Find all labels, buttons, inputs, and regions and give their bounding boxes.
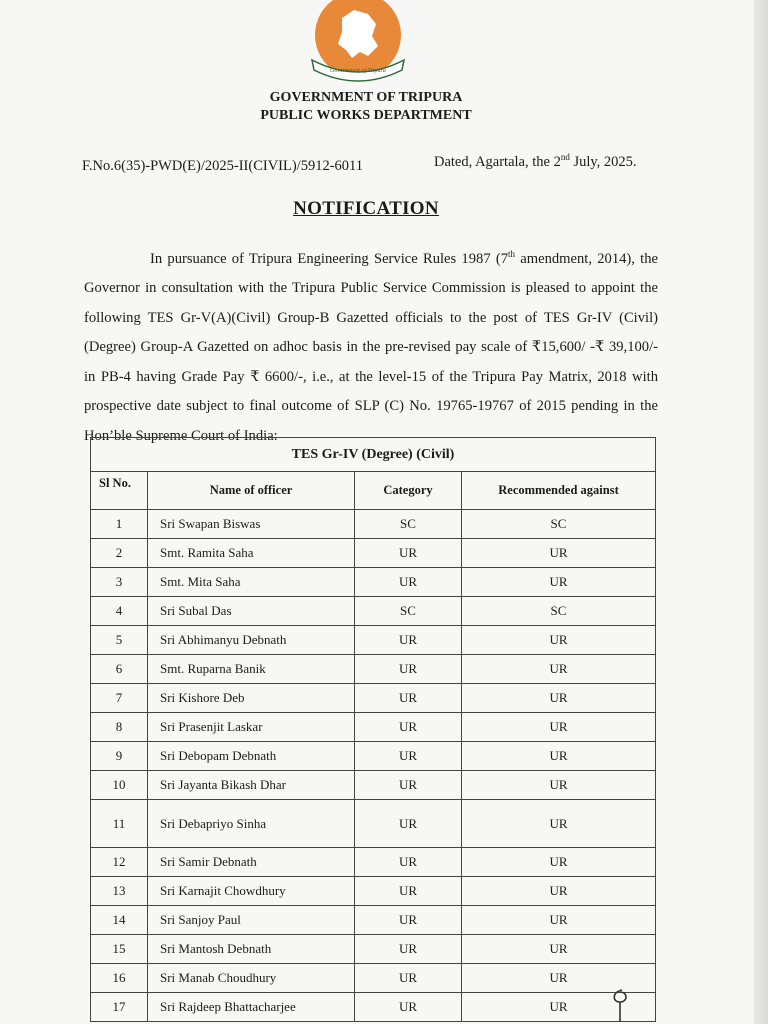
row-officer-name: Sri Swapan Biswas [148,510,355,539]
header-recommended: Recommended against [462,472,656,510]
header-category: Category [355,472,462,510]
table-row [91,742,656,771]
row-sl-no: 1 [91,510,148,539]
table-header-row [91,472,656,510]
table-row [91,597,656,626]
row-category: UR [355,539,462,568]
row-sl-no: 12 [91,848,148,877]
row-category: SC [355,510,462,539]
row-recommended: SC [462,510,656,539]
row-category: UR [355,935,462,964]
date-line: Dated, Agartala, the 2nd July, 2025. [434,152,637,170]
row-officer-name: Sri Subal Das [148,597,355,626]
row-category: UR [355,655,462,684]
notification-heading: NOTIFICATION [293,198,439,219]
row-officer-name: Smt. Ruparna Banik [148,655,355,684]
table-row [91,626,656,655]
table-title: TES Gr-IV (Degree) (Civil) [91,438,656,472]
row-recommended: UR [462,935,656,964]
row-category: UR [355,906,462,935]
row-category: UR [355,626,462,655]
row-category: UR [355,877,462,906]
row-category: UR [355,742,462,771]
table-row [91,993,656,1022]
row-officer-name: Sri Karnajit Chowdhury [148,877,355,906]
row-officer-name: Sri Abhimanyu Debnath [148,626,355,655]
signature-mark-icon [606,988,636,1024]
row-recommended: UR [462,848,656,877]
row-sl-no: 10 [91,771,148,800]
row-sl-no: 4 [91,597,148,626]
table-row [91,713,656,742]
table-row [91,684,656,713]
file-number: F.No.6(35)-PWD(E)/2025-II(CIVIL)/5912-6011 [82,158,363,174]
row-category: UR [355,848,462,877]
row-category: UR [355,568,462,597]
row-category: UR [355,800,462,848]
row-sl-no: 11 [91,800,148,848]
row-category: SC [355,597,462,626]
table-title-row [91,438,656,472]
row-recommended: UR [462,877,656,906]
row-sl-no: 14 [91,906,148,935]
table-row [91,964,656,993]
row-recommended: UR [462,713,656,742]
row-recommended: UR [462,626,656,655]
row-recommended: UR [462,539,656,568]
row-recommended: UR [462,800,656,848]
row-sl-no: 9 [91,742,148,771]
row-officer-name: Sri Sanjoy Paul [148,906,355,935]
table-row [91,877,656,906]
row-recommended: SC [462,597,656,626]
row-sl-no: 7 [91,684,148,713]
row-category: UR [355,993,462,1022]
row-officer-name: Sri Kishore Deb [148,684,355,713]
row-officer-name: Sri Debapriyo Sinha [148,800,355,848]
row-category: UR [355,713,462,742]
table-row [91,800,656,848]
row-officer-name: Sri Samir Debnath [148,848,355,877]
row-recommended: UR [462,771,656,800]
government-title: GOVERNMENT OF TRIPURA [269,90,463,105]
row-officer-name: Sri Mantosh Debnath [148,935,355,964]
row-recommended: UR [462,906,656,935]
row-recommended: UR [462,964,656,993]
row-sl-no: 3 [91,568,148,597]
table-row [91,510,656,539]
row-sl-no: 16 [91,964,148,993]
row-sl-no: 6 [91,655,148,684]
department-title: PUBLIC WORKS DEPARTMENT [260,108,472,123]
state-emblem-icon [302,0,414,82]
row-sl-no: 2 [91,539,148,568]
header-sl-no: Sl No. [91,472,148,510]
table-row [91,906,656,935]
row-sl-no: 13 [91,877,148,906]
officers-table [90,437,656,1022]
row-officer-name: Sri Manab Choudhury [148,964,355,993]
row-recommended: UR [462,684,656,713]
row-officer-name: Sri Prasenjit Laskar [148,713,355,742]
table-row [91,848,656,877]
notification-body: In pursuance of Tripura Engineering Service Rules 1987 (7th amendment, 2014), the Governor in consultation with the Tripura Public Service Commission is pleased to appoint the following TES Gr-V(A)(Civil) Group-B Gazetted officials to the post of TES Gr-IV (Civil) (Degree) Group-A Gazetted on adhoc basis in the pre-revised pay scale of ₹15,600/ -₹ 39,100/- in PB-4 having Grade Pay ₹ 6600/-, i.e., at the level-15 of the Tripura Pay Matrix, 2018 with prospective date subject to final outcome of SLP (C) No. 19765-19767 of 2015 pending in the Hon’ble Supreme Court of India: [84,249,659,444]
page-edge-shadow [754,0,768,1024]
department-header [0,89,732,125]
svg-text:Government of Tripura: Government of Tripura [330,68,386,74]
row-recommended: UR [462,993,656,1022]
row-officer-name: Sri Debopam Debnath [148,742,355,771]
row-category: UR [355,684,462,713]
header-name: Name of officer [148,472,355,510]
row-officer-name: Sri Rajdeep Bhattacharjee [148,993,355,1022]
row-officer-name: Sri Jayanta Bikash Dhar [148,771,355,800]
table-row [91,539,656,568]
row-sl-no: 8 [91,713,148,742]
row-officer-name: Smt. Mita Saha [148,568,355,597]
table-row [91,568,656,597]
row-sl-no: 5 [91,626,148,655]
row-sl-no: 17 [91,993,148,1022]
row-recommended: UR [462,742,656,771]
row-officer-name: Smt. Ramita Saha [148,539,355,568]
row-sl-no: 15 [91,935,148,964]
table-row [91,771,656,800]
row-category: UR [355,964,462,993]
row-recommended: UR [462,568,656,597]
table-row [91,935,656,964]
row-category: UR [355,771,462,800]
table-row [91,655,656,684]
row-recommended: UR [462,655,656,684]
